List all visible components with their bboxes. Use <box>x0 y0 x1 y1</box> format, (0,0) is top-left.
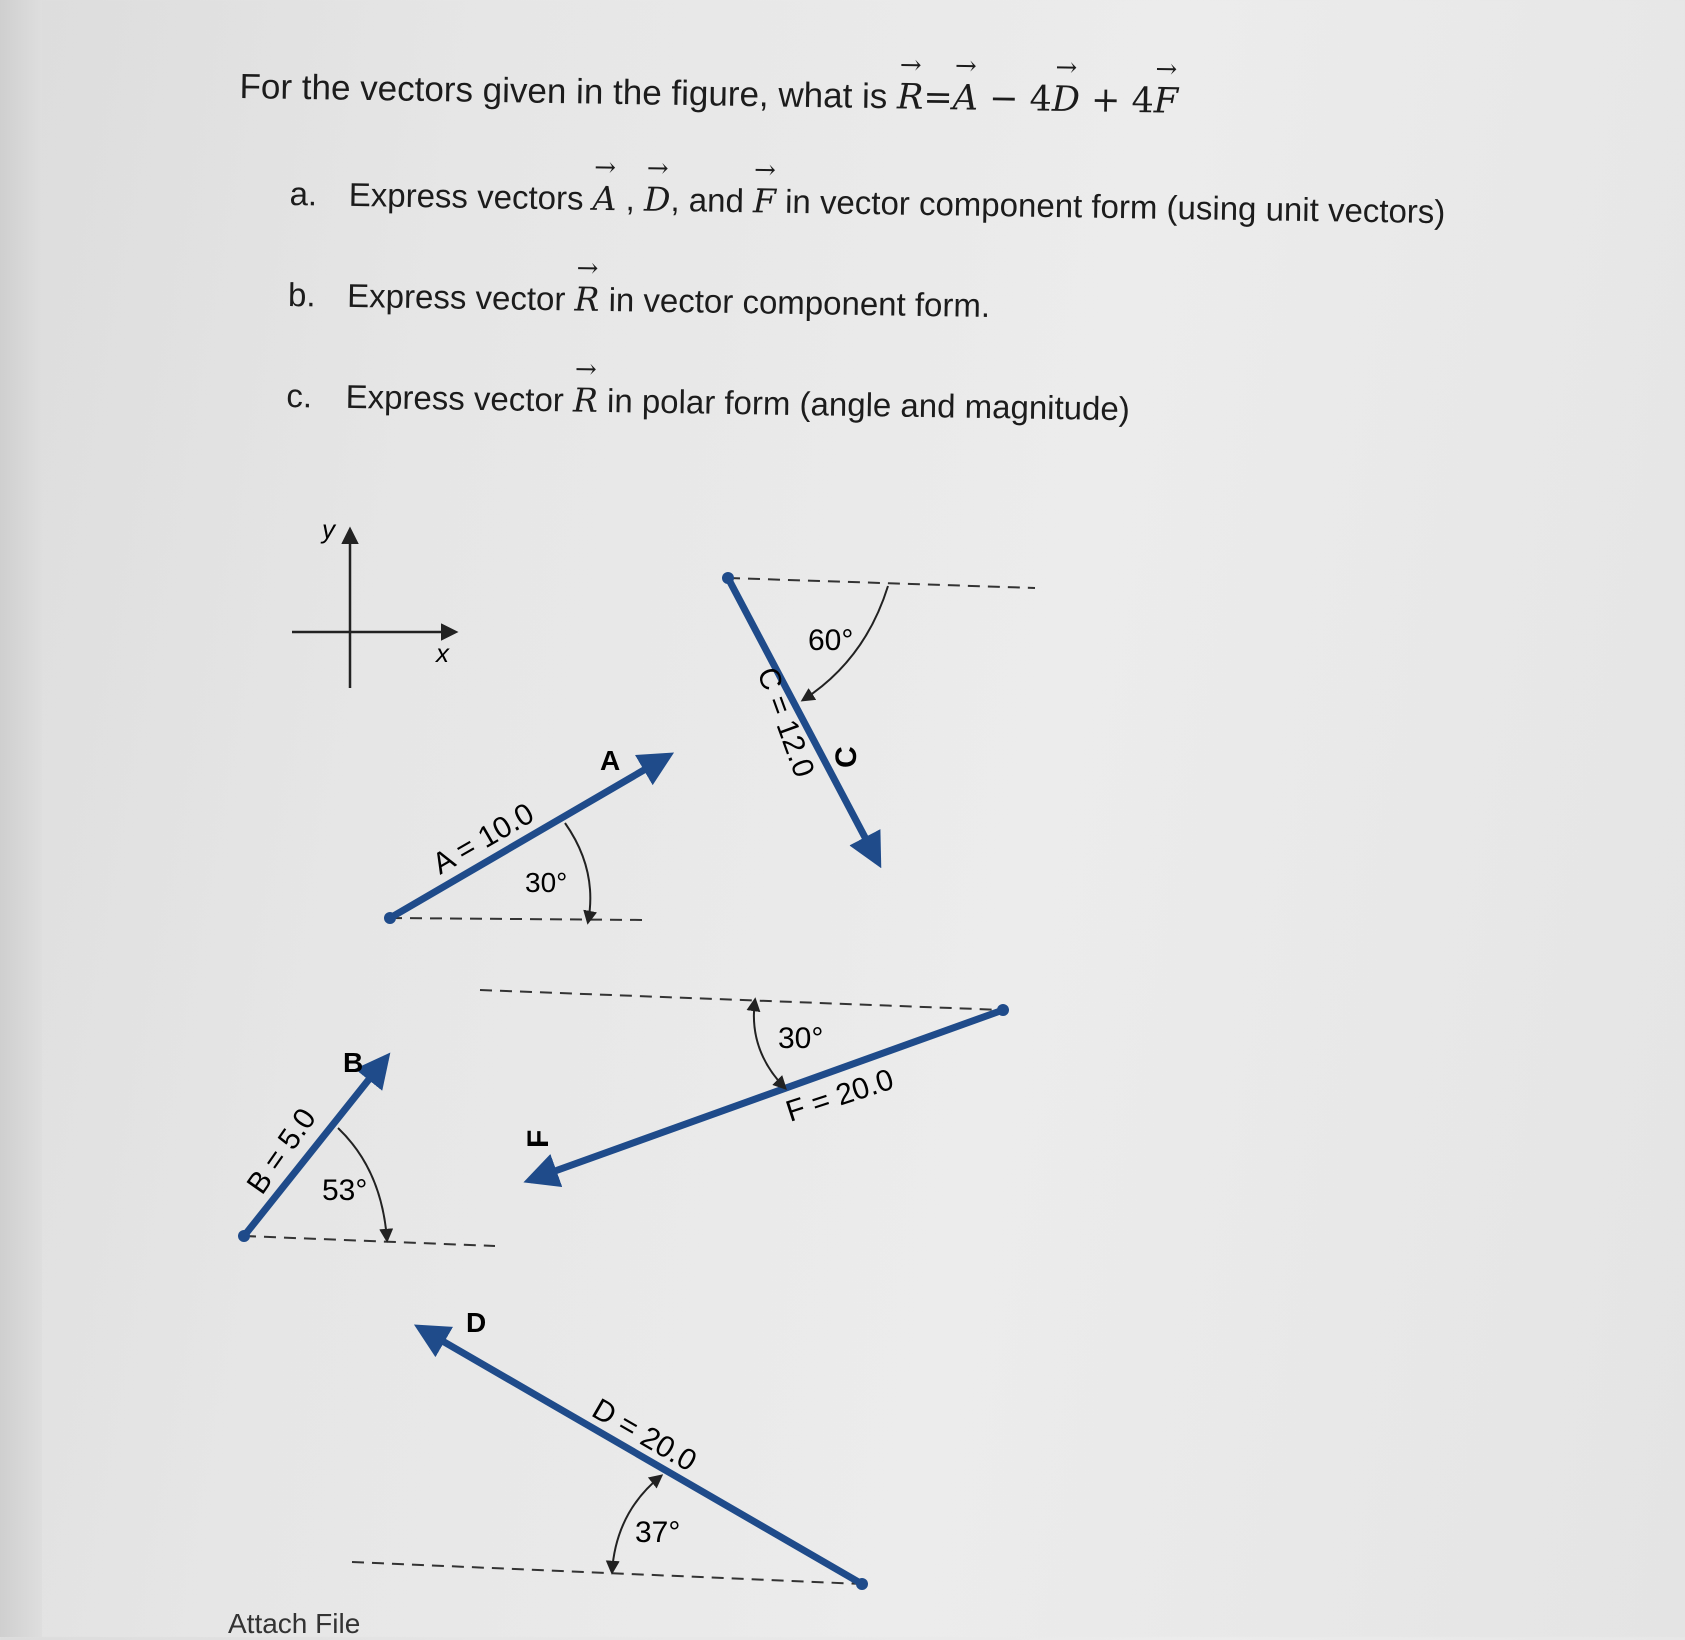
vector-d-group <box>352 1307 868 1590</box>
vector-a-symbol: → A <box>952 73 978 119</box>
vector-c-tail <box>722 572 734 584</box>
vector-d-tail <box>856 1578 868 1590</box>
vector-b-group <box>238 1047 495 1246</box>
attach-file-link[interactable]: Attach File <box>228 1608 361 1639</box>
vector-d-magnitude-label: D = 20.0 <box>586 1392 702 1479</box>
part-letter: a. <box>289 174 318 213</box>
vector-a-magnitude-label: A = 10.0 <box>427 797 540 882</box>
separator: , <box>616 180 645 218</box>
plus-four: + 4 <box>1079 80 1155 122</box>
vector-a-reference-line <box>390 918 645 920</box>
vector-c-angle-label: 60° <box>808 624 854 657</box>
vector-b-reference-line <box>244 1236 495 1246</box>
y-axis-label: y <box>322 514 335 544</box>
vector-b-magnitude-label: B = 5.0 <box>240 1102 323 1201</box>
vector-d-reference-line <box>352 1562 862 1584</box>
vector-d-name: D <box>466 1307 487 1338</box>
vector-a-group <box>384 745 668 924</box>
question-intro: For the vectors given in the figure, what is <box>239 66 888 117</box>
vector-d-angle-label: 37° <box>635 1516 681 1549</box>
vector-f-group <box>480 990 1009 1180</box>
part-text: in polar form (angle and magnitude) <box>597 381 1131 428</box>
vector-r-symbol: → R <box>574 275 600 318</box>
x-axis-label: x <box>436 638 449 668</box>
vector-a-angle-label: 30° <box>525 867 568 898</box>
vector-b-name: B <box>343 1047 364 1078</box>
vector-c-name: C <box>830 746 863 768</box>
vector-f-arrow <box>530 1010 1003 1180</box>
vector-c-reference-line <box>728 578 1035 588</box>
vector-c-group <box>722 572 1035 862</box>
vector-r-symbol: → R <box>573 376 599 419</box>
vector-d-symbol: → D <box>644 176 671 219</box>
vector-b-tail <box>238 1230 250 1242</box>
separator: , and <box>670 180 754 220</box>
vector-d-symbol: → D <box>1052 75 1081 121</box>
part-text: in vector component form (using unit vectors) <box>775 182 1446 231</box>
vector-a-name: A <box>600 745 621 776</box>
vector-f-tail <box>997 1004 1009 1016</box>
vector-f-magnitude-label: F = 20.0 <box>781 1063 898 1129</box>
part-text: Express vector <box>346 276 566 318</box>
vector-f-name: F <box>522 1129 555 1148</box>
vector-a-angle-arc <box>565 823 590 922</box>
vector-r-symbol: → R <box>897 72 924 118</box>
vector-f-symbol: → F <box>1153 76 1178 122</box>
part-letter: b. <box>287 275 316 314</box>
part-letter: c. <box>286 376 313 415</box>
vector-a-tail <box>384 912 396 924</box>
vector-f-angle-label: 30° <box>778 1022 824 1055</box>
part-text: Express vectors <box>348 175 584 217</box>
minus-four: − 4 <box>977 78 1053 120</box>
vector-a-symbol: → A <box>592 175 617 218</box>
vector-c-magnitude-label: C = 12.0 <box>750 663 821 782</box>
part-text: in vector component form. <box>599 280 991 325</box>
equals-sign: = <box>923 77 954 119</box>
vector-f-reference-line <box>480 990 1003 1010</box>
part-text: Express vector <box>345 377 565 419</box>
vector-b-angle-label: 53° <box>322 1174 368 1207</box>
vector-f-symbol: → F <box>753 177 777 220</box>
coordinate-axes <box>292 514 455 688</box>
